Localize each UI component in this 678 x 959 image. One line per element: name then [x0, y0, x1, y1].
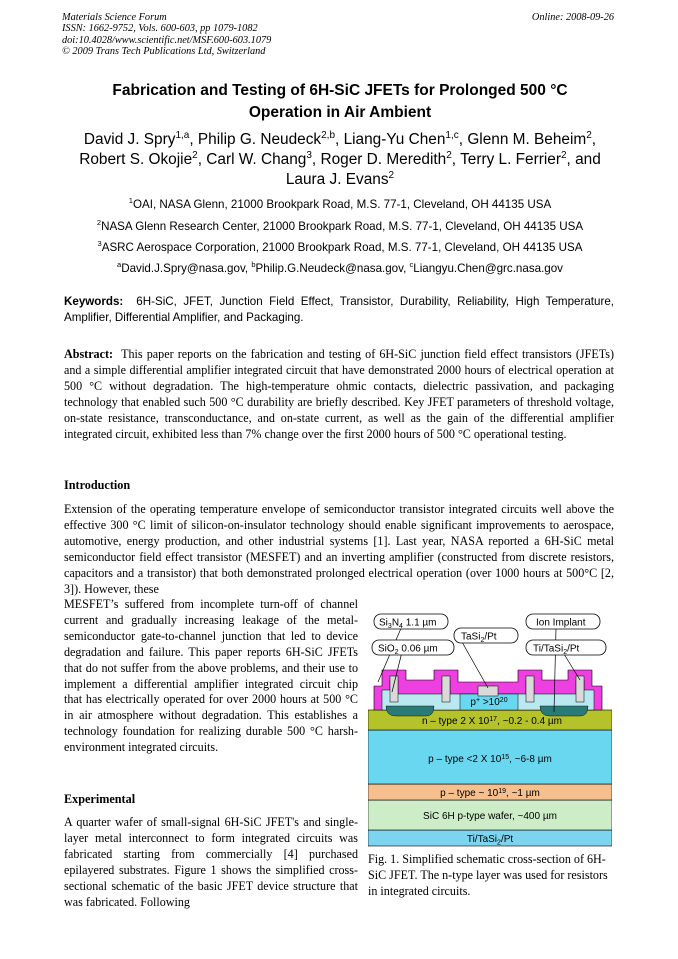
- author-name: Philip G. Neudeck: [197, 131, 322, 148]
- email-line: $^a$David.J.Spry@nasa.gov, $^b$Philip.G.Neudeck@nasa.gov, $^c$Liangyu.Chen@grc.nasa.gov: [117, 260, 563, 275]
- author-name: Glenn M. Beheim: [467, 131, 587, 148]
- author-name: Liang-Yu Chen: [343, 131, 446, 148]
- journal-header: [62, 12, 271, 57]
- experimental-paragraph: A quarter wafer of small-signal 6H-SiC JFET's and single-layer metal interconnect to form integrated circuits was fabricated starting from commercially [4] purchased epilayered substrates. Figure 1 shows the simplified cross-sectional schematic of the basic JFET device structure that was fabricated. Following: [64, 815, 358, 909]
- gate-contact-left: [442, 676, 450, 702]
- author-name: Robert S. Okojie: [79, 151, 193, 168]
- author-affiliation-mark: 2: [388, 169, 395, 181]
- author-separator: ,: [335, 131, 344, 148]
- figure-caption: Fig. 1. Simplified schematic cross-section of 6H-SiC JFET. The n-type layer was used for resistors in integrated circuits.: [368, 852, 608, 898]
- author-affiliation-mark: 1,c: [445, 129, 459, 141]
- intro-heading: Introduction: [64, 478, 131, 492]
- author-name: Laura J. Evans: [285, 171, 389, 188]
- keywords-label: Keywords:: [64, 295, 124, 308]
- sio2-label: SiO$_2$ 0.06 µm: [378, 643, 438, 656]
- intro-paragraph: Extension of the operating temperature envelope of semiconductor transistor integrated circuits well above the effective 300 °C limit of silicon-on-insulator technology should enable significant improvements to aerospace, automotive, energy production, and other industrial systems [1]. Last year, NASA reported a 6H-SiC metal semiconductor field effect transistor (MESFET) and an inverting amplifier (constructed from discrete resistors, capacitors and a transistor) that both demonstrated prolonged electrical operation (over 1000 hours at 500°C [2, 3]). However, these: [64, 502, 614, 596]
- author-separator: ,: [197, 151, 207, 168]
- online-date: Online: 2008-09-26: [531, 12, 614, 23]
- title-line-1: Fabrication and Testing of 6H-SiC JFETs for Prolonged 500 °C: [112, 82, 568, 99]
- affiliation-1: $^1$OAI, NASA Glenn, 21000 Brookpark Road, M.S. 77-1, Cleveland, OH 44135 USA: [128, 196, 552, 211]
- wafer-label: SiC 6H p-type wafer, ~400 µm: [423, 811, 557, 822]
- si3n4-label: $Si_3N_4$ 1.1 µm: [379, 617, 437, 630]
- affiliation-3: $^3$ASRC Aerospace Corporation, 21000 Brookpark Road, M.S. 77-1, Cleveland, OH 44135 USA: [97, 239, 583, 254]
- author-affiliation-mark: 1,a: [175, 129, 190, 141]
- n-type-label: n – type 2 X $10^{17}$, ~0.2 - 0.4 µm: [421, 716, 563, 727]
- affiliation-2: $^2$NASA Glenn Research Center, 21000 Brookpark Road, M.S. 77-1, Cleveland, OH 44135 USA: [96, 218, 584, 233]
- abstract: [64, 347, 614, 442]
- abstract-label: Abstract:: [64, 347, 114, 361]
- issn-line: ISSN: 1662-9752, Vols. 600-603, pp 1079-1082: [62, 23, 258, 35]
- keywords: [64, 294, 614, 326]
- author-affiliation-mark: 2,b: [321, 129, 336, 141]
- author-affiliation-mark: 3: [306, 149, 312, 161]
- email-spry[interactable]: David.J.Spry@nasa.gov,: [121, 262, 252, 275]
- author-name: Carl W. Chang: [206, 151, 307, 168]
- backside-label: Ti/TaSi$_2$/Pt: [466, 834, 514, 847]
- author-affiliation-mark: 2: [192, 149, 198, 161]
- author-affiliation-mark: 2: [446, 149, 452, 161]
- jfet-cross-section-figure: [368, 610, 612, 850]
- journal-name: Materials Science Forum: [62, 12, 167, 23]
- ion-implant-left: [386, 706, 434, 716]
- author-name: Terry L. Ferrier: [460, 151, 561, 168]
- p-type-label: p – type <2 X $10^{15}$, ~6-8 µm: [428, 754, 552, 765]
- author-name: David J. Spry: [83, 131, 176, 148]
- ion-implant-label: Ion Implant: [536, 617, 586, 629]
- email-neudeck[interactable]: Philip.G.Neudeck@nasa.gov,: [255, 262, 410, 275]
- p-plus-label: $p^+ >10^{20}$: [470, 697, 508, 708]
- author-affiliation-mark: 2: [560, 149, 567, 161]
- author-separator: ,: [591, 131, 597, 148]
- author-list: [50, 130, 630, 190]
- copyright-line: © 2009 Trans Tech Publications Ltd, Switzerland: [62, 45, 266, 57]
- author-affiliation-mark: 2: [586, 129, 592, 141]
- doi-line: doi:10.4028/www.scientific.net/MSF.600-603.1079: [62, 34, 272, 46]
- experimental-heading: Experimental: [64, 792, 136, 806]
- author-separator: ,: [451, 151, 461, 168]
- ion-implant-right: [540, 706, 588, 716]
- author-separator: ,: [311, 151, 321, 168]
- email-chen[interactable]: Liangyu.Chen@grc.nasa.gov: [413, 262, 563, 275]
- keywords-text: 6H-SiC, JFET, Junction Field Effect, Transistor, Durability, Reliability, High Temperature, Amplifier, Differential Amplifier, and Packaging.: [64, 295, 614, 324]
- ti-tasi2pt-label: Ti/TaSi$_2$/Pt: [533, 643, 580, 656]
- author-separator: , and: [566, 151, 601, 168]
- title-line-2: Operation in Air Ambient: [248, 104, 432, 121]
- intro-paragraph-continued: MESFET’s suffered from incomplete turn-off of channel current and gradually increasing leakage of the metal-semiconductor gate-to-channel junction that led to device degradation and failure. This paper reports 6H-SiC JFETs that do not suffer from the above problems, and their use to implement a differential amplifier integrated circuit chip that has electrically operated for over 2000 hours at 500 °C in air atmosphere without degradation. This establishes a technology foundation for realizing durable 500 °C harsh-environment integrated circuits.: [64, 597, 358, 755]
- abstract-text: This paper reports on the fabrication and testing of 6H-SiC junction field effect transistors (JFETs) and a simple differential amplifier integrated circuit that have demonstrated 2000 hours of electrical operation at 500 °C without degradation. The high-temperature ohmic contacts, dielectric passivation, and packaging technology that enabled such 500 °C durability are briefly described. Key JFET parameters of threshold voltage, on-state resistance, transconductance, and on-state current, as well as the gain of the differential amplifier integrated circuit, exhibited less than 7% change over the first 2000 hours of 500 °C operational testing.: [64, 347, 614, 441]
- p-type-heavy-label: p – type ~ $10^{19}$, ~1 µm: [440, 788, 540, 799]
- tasi2pt-label: TaSi$_2$/Pt: [461, 631, 497, 644]
- source-contact: [390, 676, 398, 702]
- author-separator: ,: [189, 131, 198, 148]
- paper-title: [60, 80, 620, 124]
- author-name: Roger D. Meredith: [320, 151, 447, 168]
- gate-contact-right: [526, 676, 534, 702]
- author-separator: ,: [458, 131, 468, 148]
